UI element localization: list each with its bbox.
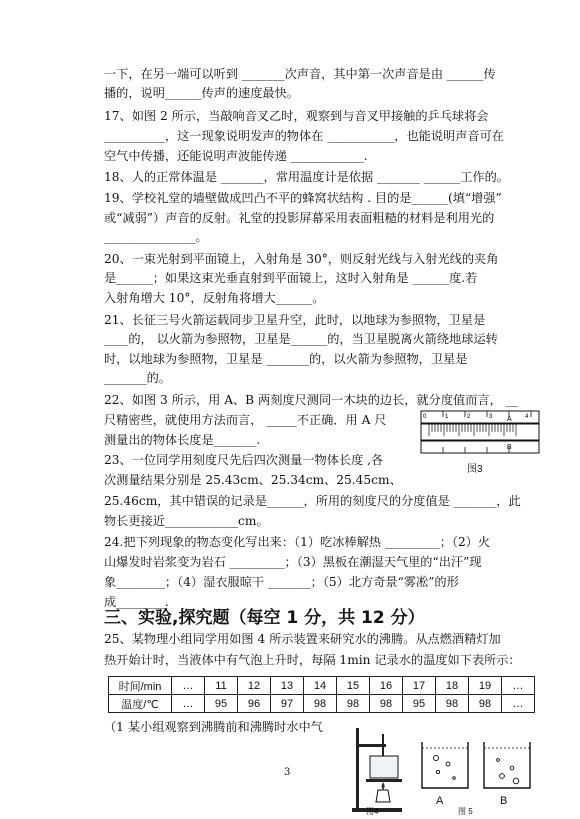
text-line: 测量出的物体长度是_______. — [104, 433, 261, 447]
bubble — [500, 774, 505, 779]
text-line: 播的，说明______传声的速度最快。 — [104, 86, 299, 100]
table-cell: 97 — [271, 695, 304, 713]
text-line: __________，这一现象说明发声的物体在 ___________，也能说明声音可在 — [104, 129, 504, 143]
ruler-a-label: A — [507, 416, 512, 423]
text-line: 19、学校礼堂的墙壁做成凹凸不平的蜂窝状结构 . 目的是______(填“增强” — [104, 191, 502, 205]
section-title: 三、实验,探究题（每空 1 分，共 12 分） — [104, 608, 425, 628]
text-line: 20、一束光射到平面镜上，入射角是 30°，则反射光线与入射光线的夹角 — [104, 252, 499, 266]
table-cell: 98 — [370, 695, 403, 713]
ruler-number: 1 — [445, 414, 449, 420]
figure-4-apparatus — [350, 728, 412, 816]
page-number: 3 — [284, 767, 291, 778]
text-line: 尺精密些，就使用方法而言， _____不正确．用 A 尺 — [104, 413, 387, 427]
ruler-number: 2 — [467, 414, 471, 420]
bubble — [436, 770, 439, 773]
clamp-arm — [356, 744, 386, 747]
table-cell: 19 — [469, 677, 502, 695]
table-cell: 95 — [403, 695, 436, 713]
table-cell: 11 — [205, 677, 238, 695]
ruler-number: 0 — [423, 414, 427, 420]
text-line: 山爆发时岩浆变为岩石 _________；（3）黑板在潮湿天气里的“出汗”现 — [104, 555, 482, 569]
table-cell: 98 — [304, 695, 337, 713]
text-line: 24.把下列现象的物态变化写出来：（1）吃冰棒解热 _________；（2）火 — [104, 535, 491, 549]
text-line: 入射角增大 10°，反射角将增大______。 — [104, 291, 325, 305]
table-cell: 96 — [238, 695, 271, 713]
text-line: 次测量结果分别是 25.43cm、25.34cm、25.45cm、 — [104, 473, 402, 487]
ruler-b-scale — [421, 441, 539, 453]
beaker-a-label: A — [436, 795, 444, 807]
table-cell: 18 — [436, 677, 469, 695]
table-cell: 98 — [436, 695, 469, 713]
bubble — [453, 777, 456, 780]
flame-icon — [382, 782, 385, 790]
table-cell: 温度/℃ — [109, 695, 172, 713]
text-line: 17、如图 2 所示，当敲响音叉乙时，观察到与音叉甲接触的乒乓球将会 — [104, 109, 489, 123]
text-line: 成________. — [104, 595, 169, 609]
text-line: 空气中传播，还能说明声波能传递 ____________. — [104, 149, 368, 163]
table-cell: … — [172, 695, 205, 713]
figure-4-caption: 图4 — [366, 807, 379, 816]
text-line: 热开始计时，当液体中有气泡上升时，每隔 1min 记录水的温度如下表所示： — [104, 653, 521, 667]
table-cell: 15 — [337, 677, 370, 695]
figure-5-caption: 图 5 — [458, 807, 473, 816]
bubble — [497, 759, 500, 762]
beaker-b-label: B — [500, 795, 508, 807]
table-cell: 95 — [205, 695, 238, 713]
ruler-a-scale — [421, 411, 539, 423]
ruler-number: 4 — [525, 414, 529, 420]
temperature-table — [108, 676, 535, 713]
text-line: 物长更接近____________cm。 — [104, 514, 269, 528]
text-line: 21、长征三号火箭运载同步卫星升空，此时，以地球为参照物，卫星是 — [104, 313, 486, 327]
table-cell: 13 — [271, 677, 304, 695]
table-row-time — [109, 677, 535, 695]
text-line: （1 某小组观察到沸腾前和沸腾时水中气 — [104, 720, 323, 734]
ruler-number: 3 — [489, 414, 493, 420]
ruler-b-label: B — [507, 444, 512, 451]
text-line: ____的， 以火箭为参照物，卫星是______的，当卫星脱离火箭绕地球运转 — [104, 332, 498, 346]
beaker — [370, 756, 398, 778]
table-cell: 98 — [337, 695, 370, 713]
text-line: _______________。 — [104, 230, 208, 244]
alcohol-lamp — [376, 790, 390, 802]
table-cell: 14 — [304, 677, 337, 695]
bubble — [513, 778, 519, 784]
table-cell: … — [502, 677, 535, 695]
text-line: 时，以地球为参照物，卫星是 _______的，以火箭为参照物，卫星是 — [104, 352, 468, 366]
bubble — [434, 756, 439, 761]
text-line: 22、如图 3 所示，用 A、B 两刻度尺测同一木块的边长，就分度值而言， __ — [104, 393, 518, 407]
table-cell: 12 — [238, 677, 271, 695]
text-line: _______的。 — [104, 371, 172, 385]
wire-gauze — [366, 779, 402, 782]
text-line: 18、人的正常体温是 _______，常用温度计是依据 _______ ______工作的。 — [104, 170, 509, 184]
table-cell: … — [502, 695, 535, 713]
table-cell: 16 — [370, 677, 403, 695]
text-line: 25.46cm，其中错误的记录是______，所用的刻度尺的分度值是 _______，此 — [104, 494, 521, 508]
figure-5-beakers — [418, 738, 538, 794]
stand-rod — [356, 728, 359, 808]
text-line: 25、某物理小组同学用如图 4 所示装置来研究水的沸腾。从点燃酒精灯加 — [104, 632, 501, 646]
figure-3-caption: 图3 — [467, 464, 483, 475]
beaker-a — [422, 742, 468, 788]
text-line: 象________；（4）湿衣服晾干 _______；（5）北方奇景“雾凇”的形 — [104, 575, 459, 589]
table-cell: 98 — [469, 695, 502, 713]
beaker-b — [484, 742, 530, 788]
bubble — [446, 762, 450, 766]
table-cell: … — [172, 677, 205, 695]
text-line: 是______；如果这束光垂直射到平面镜上，这时入射角是 ______度.若 — [104, 271, 478, 285]
table-cell: 时间/min — [109, 677, 172, 695]
table-cell: 17 — [403, 677, 436, 695]
text-line: 23、一位同学用刻度尺先后四次测量一物体长度 ,各 — [104, 453, 384, 467]
bubble — [510, 766, 514, 770]
table-row-temperature — [109, 695, 535, 713]
text-line: 一下，在另一端可以听到 _______次声音，其中第一次声音是由 ______传 — [104, 67, 496, 81]
text-line: 或“减弱”）声音的反射。礼堂的投影屏幕采用表面粗糙的材料是利用光的 — [104, 211, 495, 225]
